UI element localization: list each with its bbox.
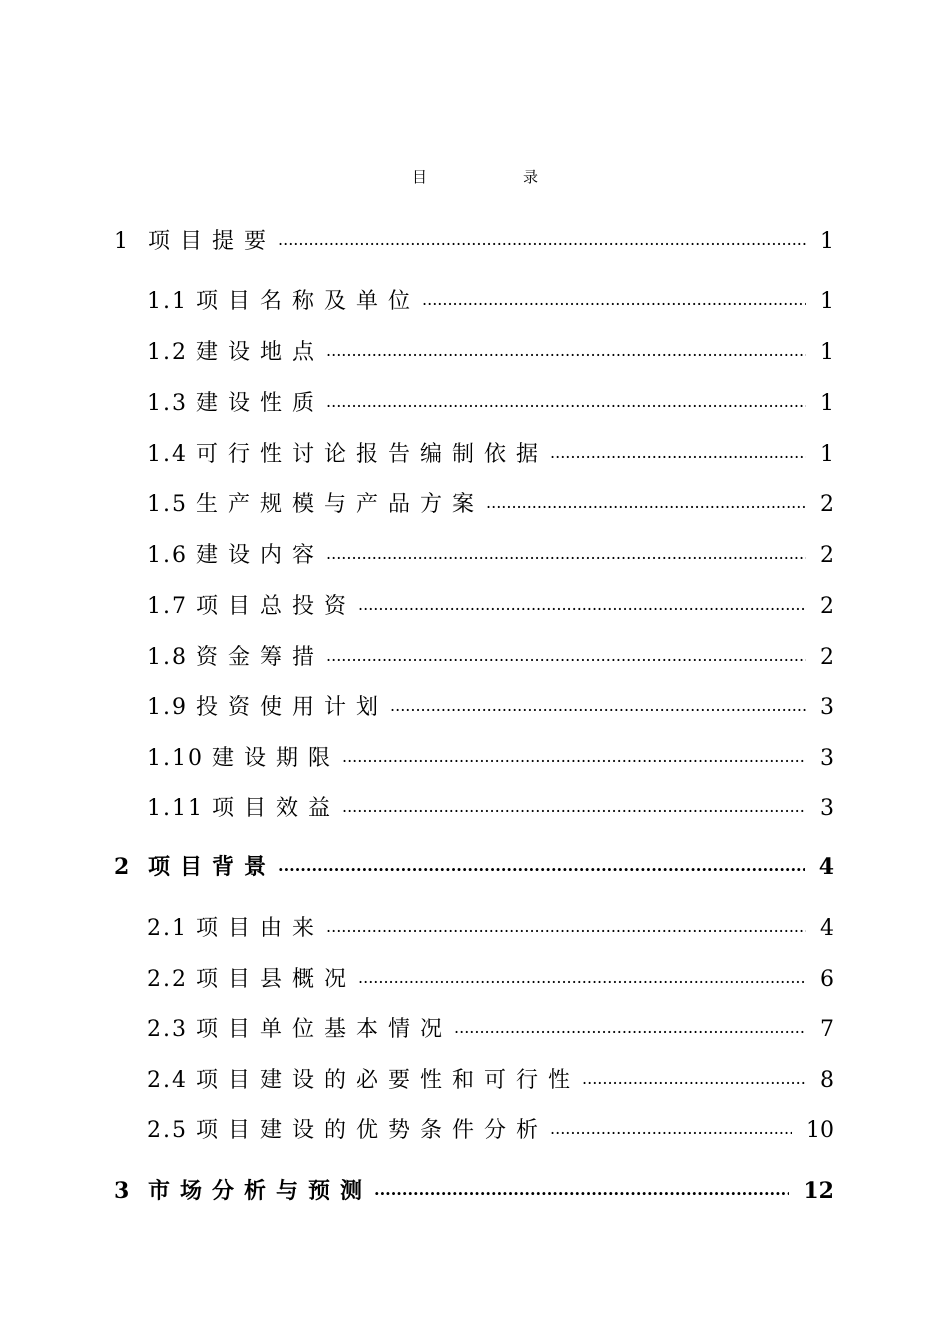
toc-entry-label: 项目单位基本情况: [196, 1017, 453, 1042]
toc-entry-page: 1: [820, 340, 834, 365]
toc-dot-leader: [390, 696, 806, 715]
toc-entry[interactable]: [147, 1063, 834, 1094]
toc-entry-page: 1: [820, 442, 834, 467]
toc-entry-label: 资金筹措: [196, 645, 325, 670]
toc-entry-page: 3: [820, 796, 834, 821]
toc-dot-leader: [582, 1069, 806, 1088]
toc-entry-page: 6: [820, 967, 834, 992]
toc-entry-number: 3: [114, 1178, 130, 1204]
toc-entry-label: 建设内容: [196, 543, 325, 568]
toc-entry-number: 1.1: [147, 289, 188, 314]
toc-entry[interactable]: [147, 791, 834, 822]
toc-dot-leader: [358, 968, 806, 987]
toc-entry-label: 建设期限: [211, 746, 340, 771]
toc-entry[interactable]: [114, 1174, 834, 1205]
toc-title: [0, 166, 950, 187]
toc-entry[interactable]: [147, 962, 834, 993]
toc-entry-page: 12: [803, 1178, 834, 1204]
toc-entry-number: 1.7: [147, 594, 188, 619]
toc-entry-page: 8: [820, 1068, 834, 1093]
toc-entry-number: 2.4: [147, 1068, 188, 1093]
toc-entry-page: 2: [820, 594, 834, 619]
toc-entry[interactable]: [147, 284, 834, 315]
toc-entry-label: 生产规模与产品方案: [196, 492, 485, 517]
toc-entry[interactable]: [114, 850, 834, 881]
toc-entry-number: 2: [114, 854, 130, 880]
toc-entry-page: 2: [820, 645, 834, 670]
toc-dot-leader: [550, 1119, 792, 1138]
toc-entry[interactable]: [147, 741, 834, 772]
toc-entry[interactable]: [147, 538, 834, 569]
toc-entry-label: 项目背景: [148, 854, 277, 880]
toc-entry-label: 项目建设的优势条件分析: [196, 1118, 549, 1143]
toc-entry-page: 3: [820, 746, 834, 771]
toc-entry-number: 1.10: [147, 746, 204, 771]
toc-entry-page: 10: [806, 1118, 834, 1143]
toc-entry-page: 4: [820, 916, 834, 941]
toc-entry-page: 7: [820, 1017, 834, 1042]
toc-entry[interactable]: [147, 690, 834, 721]
toc-entry[interactable]: [147, 437, 834, 468]
toc-entry[interactable]: [147, 1113, 834, 1144]
toc-entry-page: 1: [820, 391, 834, 416]
toc-dot-leader: [278, 856, 805, 875]
toc-dot-leader: [326, 544, 806, 563]
toc-dot-leader: [374, 1180, 789, 1199]
toc-entry-label: 项目由来: [196, 916, 325, 941]
toc-dot-leader: [358, 595, 806, 614]
toc-entry-page: 2: [820, 543, 834, 568]
toc-entry-label: 市场分析与预测: [148, 1178, 373, 1204]
toc-entry[interactable]: [147, 1012, 834, 1043]
toc-entry-page: 1: [820, 229, 834, 254]
toc-entry[interactable]: [147, 487, 834, 518]
toc-dot-leader: [326, 341, 806, 360]
toc-entry[interactable]: [147, 589, 834, 620]
toc-entry[interactable]: [147, 640, 834, 671]
toc-dot-leader: [278, 230, 806, 249]
toc-entry-label: 项目提要: [148, 229, 277, 254]
toc-dot-leader: [486, 493, 806, 512]
toc-entry-number: 1.9: [147, 695, 188, 720]
toc-entry-label: 建设性质: [196, 391, 325, 416]
toc-entry-number: 1.8: [147, 645, 188, 670]
toc-entry-page: 2: [820, 492, 834, 517]
toc-entry-label: 投资使用计划: [196, 695, 389, 720]
toc-dot-leader: [326, 917, 806, 936]
toc-entry-label: 项目总投资: [196, 594, 357, 619]
toc-entry-number: 2.5: [147, 1118, 188, 1143]
toc-entry-page: 3: [820, 695, 834, 720]
toc-entry-page: 1: [820, 289, 834, 314]
toc-entry-number: 1.3: [147, 391, 188, 416]
toc-entry-label: 项目名称及单位: [196, 289, 421, 314]
toc-dot-leader: [454, 1018, 806, 1037]
toc-entry-label: 可行性讨论报告编制依据: [196, 442, 549, 467]
toc-dot-leader: [342, 797, 806, 816]
toc-entry[interactable]: [147, 911, 834, 942]
toc-title-char: 目: [411, 168, 427, 186]
toc-entry-label: 建设地点: [196, 340, 325, 365]
toc-entry-number: 1.5: [147, 492, 188, 517]
toc-entry-label: 项目效益: [211, 796, 340, 821]
toc-dot-leader: [422, 290, 806, 309]
toc-dot-leader: [326, 392, 806, 411]
toc-entry-number: 1.4: [147, 442, 188, 467]
toc-entry-number: 1: [114, 229, 128, 254]
toc-entry-page: 4: [818, 854, 834, 880]
toc-dot-leader: [550, 443, 806, 462]
toc-entry-label: 项目县概况: [196, 967, 357, 992]
toc-entry-number: 2.1: [147, 916, 188, 941]
toc-entry-number: 1.6: [147, 543, 188, 568]
toc-title-char: 录: [523, 168, 539, 186]
toc-dot-leader: [342, 747, 806, 766]
toc-entry[interactable]: [147, 386, 834, 417]
toc-dot-leader: [326, 646, 806, 665]
toc-entry-number: 1.2: [147, 340, 188, 365]
toc-entry-number: 1.11: [147, 796, 204, 821]
toc-entry[interactable]: [147, 335, 834, 366]
toc-entry-number: 2.2: [147, 967, 188, 992]
toc-entry-label: 项目建设的必要性和可行性: [196, 1068, 581, 1093]
toc-entry[interactable]: [114, 224, 834, 255]
toc-entry-number: 2.3: [147, 1017, 188, 1042]
